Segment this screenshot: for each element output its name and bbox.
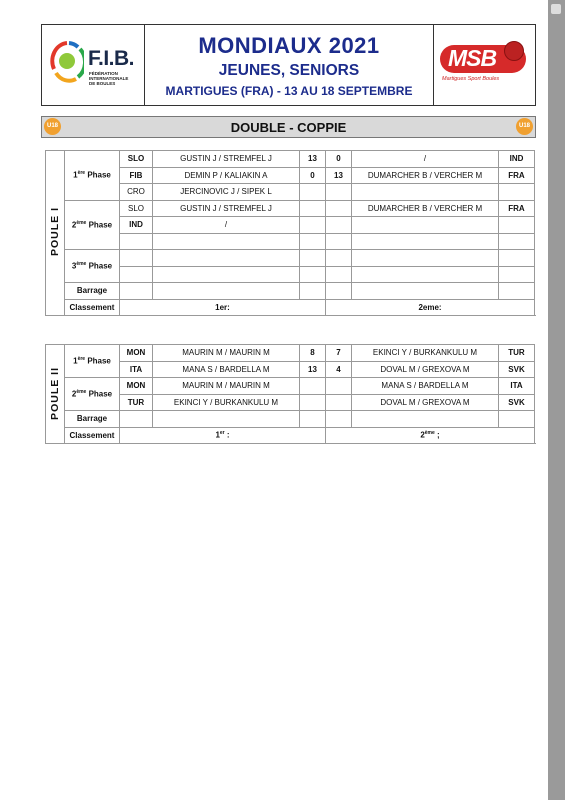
- country-cell: [499, 283, 535, 300]
- country-cell: [120, 250, 153, 267]
- country-cell: IND: [499, 151, 535, 168]
- classement-label: Classement: [65, 427, 120, 444]
- fib-logo: [42, 25, 145, 105]
- table-row: [46, 345, 535, 362]
- team-cell: [153, 411, 300, 428]
- classement-second: 2ème ;: [326, 427, 535, 444]
- country-cell: SLO: [120, 200, 153, 217]
- team-cell: [352, 250, 499, 267]
- team-cell: /: [352, 151, 499, 168]
- score-cell: [326, 283, 352, 300]
- category-title: DOUBLE - COPPIE: [230, 120, 347, 135]
- score-cell: [300, 233, 326, 250]
- country-cell: [499, 217, 535, 234]
- table-row: [46, 250, 535, 267]
- barrage-label: Barrage: [65, 411, 120, 428]
- boule-icon: [504, 41, 524, 61]
- country-cell: [499, 184, 535, 201]
- side-watermark: [550, 20, 562, 140]
- country-cell: [499, 250, 535, 267]
- team-cell: [352, 283, 499, 300]
- team-cell: [352, 233, 499, 250]
- u18-badge-left: U18: [44, 118, 61, 135]
- table-row: [46, 299, 535, 316]
- fib-logo-text: F.I.B.: [88, 47, 135, 70]
- table-row: [46, 233, 535, 250]
- team-cell: [153, 250, 300, 267]
- team-cell: /: [153, 217, 300, 234]
- score-cell: 8: [300, 345, 326, 362]
- classement-first: 1er:: [120, 299, 326, 316]
- team-cell: [352, 184, 499, 201]
- team-cell: MANA S / BARDELLA M: [153, 361, 300, 378]
- team-cell: DUMARCHER B / VERCHER M: [352, 200, 499, 217]
- header: [41, 24, 536, 106]
- category-band: [41, 116, 536, 138]
- team-cell: MANA S / BARDELLA M: [352, 378, 499, 395]
- team-cell: EKINCI Y / BURKANKULU M: [153, 394, 300, 411]
- title-block: [145, 25, 434, 105]
- poule-2-label-cell: [46, 345, 65, 444]
- poule-1-label: POULE I: [49, 207, 61, 257]
- country-cell: TUR: [499, 345, 535, 362]
- team-cell: GUSTIN J / STREMFEL J: [153, 151, 300, 168]
- score-cell: 7: [326, 345, 352, 362]
- phase-2-label: 2ème Phase: [65, 378, 120, 411]
- score-cell: [300, 200, 326, 217]
- table-row: [46, 378, 535, 395]
- team-cell: [153, 283, 300, 300]
- classement-second: 2eme:: [326, 299, 535, 316]
- table-row: [46, 283, 535, 300]
- country-cell: [499, 411, 535, 428]
- country-cell: [120, 266, 153, 283]
- table-row: [46, 151, 535, 168]
- table-row: [46, 361, 535, 378]
- event-location-dates: MARTIGUES (FRA) - 13 AU 18 SEPTEMBRE: [165, 84, 413, 98]
- msb-logo-text: MSB: [448, 45, 497, 71]
- msb-logo: [434, 25, 535, 105]
- poule-1-table: [45, 150, 535, 316]
- score-cell: [300, 250, 326, 267]
- country-cell: [120, 411, 153, 428]
- score-cell: [300, 378, 326, 395]
- country-cell: FRA: [499, 167, 535, 184]
- team-cell: DOVAL M / GREXOVA M: [352, 394, 499, 411]
- phase-2-label: 2ème Phase: [65, 200, 120, 250]
- score-cell: 13: [326, 167, 352, 184]
- u18-badge-right: U18: [516, 118, 533, 135]
- table-row: [46, 200, 535, 217]
- table-row: [46, 217, 535, 234]
- score-cell: 0: [326, 151, 352, 168]
- table-row: [46, 411, 535, 428]
- score-cell: 4: [326, 361, 352, 378]
- team-cell: [153, 266, 300, 283]
- event-title: MONDIAUX 2021: [198, 33, 380, 58]
- country-cell: MON: [120, 378, 153, 395]
- country-cell: TUR: [120, 394, 153, 411]
- country-cell: IND: [120, 217, 153, 234]
- country-cell: [120, 233, 153, 250]
- team-cell: [352, 217, 499, 234]
- country-cell: ITA: [120, 361, 153, 378]
- classement-label: Classement: [65, 299, 120, 316]
- score-cell: [300, 266, 326, 283]
- team-cell: MAURIN M / MAURIN M: [153, 345, 300, 362]
- score-cell: [300, 184, 326, 201]
- phase-3-label: 3ème Phase: [65, 250, 120, 283]
- team-cell: JERCINOVIC J / SIPEK L: [153, 184, 300, 201]
- classement-first: 1er :: [120, 427, 326, 444]
- team-cell: EKINCI Y / BURKANKULU M: [352, 345, 499, 362]
- score-cell: 0: [300, 167, 326, 184]
- country-cell: CRO: [120, 184, 153, 201]
- fib-logo-subtitle: FÉDÉRATION INTERNATIONALE DE BOULES: [89, 71, 129, 86]
- country-cell: [120, 283, 153, 300]
- score-cell: [326, 233, 352, 250]
- score-cell: [326, 184, 352, 201]
- fib-ring-icon: [50, 39, 84, 83]
- score-cell: [326, 200, 352, 217]
- score-cell: 13: [300, 361, 326, 378]
- team-cell: DOVAL M / GREXOVA M: [352, 361, 499, 378]
- phase-1-label: 1ère Phase: [65, 151, 120, 201]
- score-cell: [300, 283, 326, 300]
- table-row: [46, 394, 535, 411]
- team-cell: [153, 233, 300, 250]
- country-cell: SLO: [120, 151, 153, 168]
- team-cell: MAURIN M / MAURIN M: [153, 378, 300, 395]
- country-cell: SVK: [499, 394, 535, 411]
- score-cell: [326, 217, 352, 234]
- poule-1-label-cell: [46, 151, 65, 316]
- country-cell: [499, 233, 535, 250]
- barrage-label: Barrage: [65, 283, 120, 300]
- country-cell: FIB: [120, 167, 153, 184]
- document-icon: [551, 4, 561, 14]
- country-cell: FRA: [499, 200, 535, 217]
- score-cell: [326, 411, 352, 428]
- event-subtitle: JEUNES, SENIORS: [218, 62, 360, 79]
- score-cell: [326, 266, 352, 283]
- table-row: [46, 184, 535, 201]
- score-cell: [326, 378, 352, 395]
- team-cell: [352, 266, 499, 283]
- country-cell: ITA: [499, 378, 535, 395]
- team-cell: DEMIN P / KALIAKIN A: [153, 167, 300, 184]
- viewer-side-strip: [548, 0, 565, 800]
- poule-2-table: [45, 344, 535, 444]
- score-cell: [300, 217, 326, 234]
- phase-1-label: 1ère Phase: [65, 345, 120, 378]
- score-cell: [326, 394, 352, 411]
- score-cell: [326, 250, 352, 267]
- score-cell: 13: [300, 151, 326, 168]
- table-row: [46, 167, 535, 184]
- team-cell: GUSTIN J / STREMFEL J: [153, 200, 300, 217]
- table-row: [46, 427, 535, 444]
- country-cell: [499, 266, 535, 283]
- msb-logo-subtitle: Martigues Sport Boules: [442, 76, 500, 82]
- country-cell: MON: [120, 345, 153, 362]
- team-cell: DUMARCHER B / VERCHER M: [352, 167, 499, 184]
- poule-2-label: POULE II: [49, 366, 61, 420]
- table-row: [46, 266, 535, 283]
- team-cell: [352, 411, 499, 428]
- score-cell: [300, 394, 326, 411]
- country-cell: SVK: [499, 361, 535, 378]
- score-cell: [300, 411, 326, 428]
